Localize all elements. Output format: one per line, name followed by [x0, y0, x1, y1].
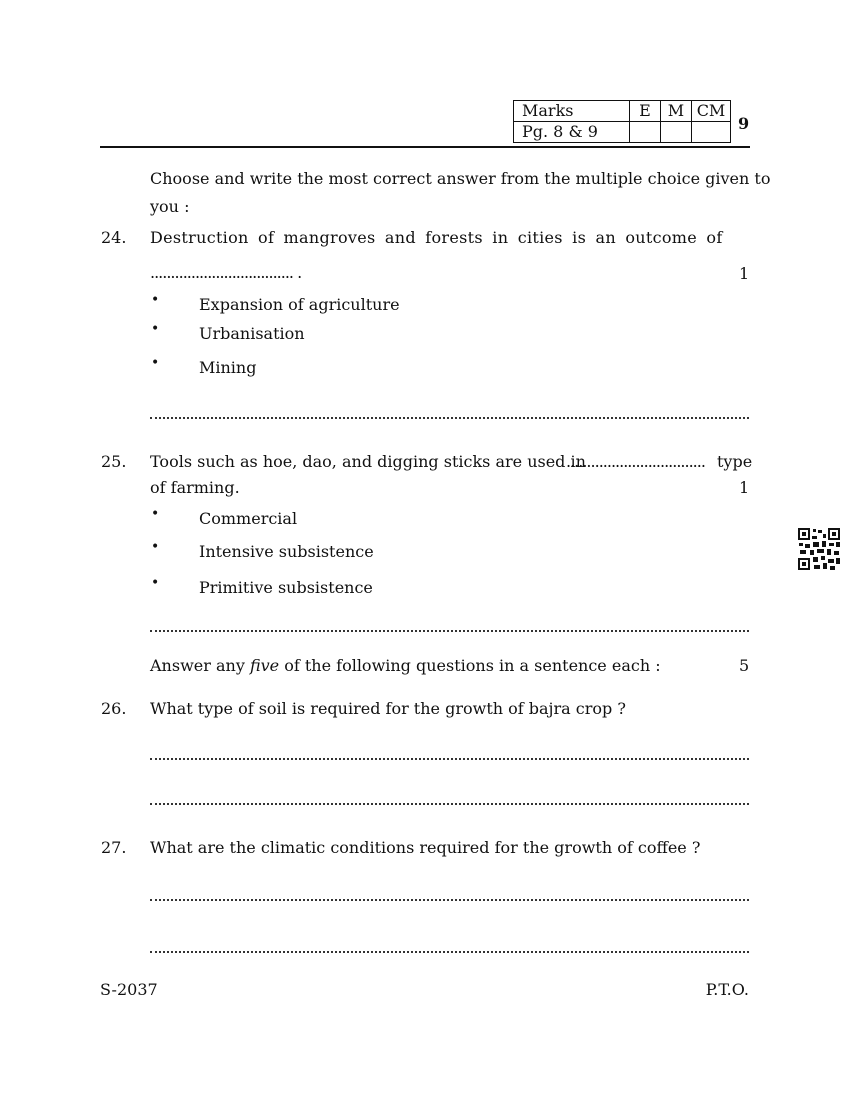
bullet-icon: •	[151, 575, 160, 591]
cell-m	[661, 122, 692, 143]
section2-instruction-pre: Answer any	[150, 656, 250, 675]
bullet-icon: •	[151, 506, 160, 522]
q24-option-3: Mining	[199, 358, 257, 377]
qr-code-icon	[798, 528, 840, 570]
pages-label: Pg. 8 & 9	[514, 122, 630, 143]
q25-text-after: type	[717, 452, 753, 471]
q27-answer-line-2	[150, 951, 749, 953]
q25-answer-line	[150, 630, 749, 632]
instruction-line-1: Choose and write the most correct answer from the multiple choice given to	[150, 169, 771, 188]
q25-number: 25.	[101, 452, 127, 471]
section2-instruction-em: five	[249, 656, 280, 675]
col-e: E	[630, 101, 661, 122]
col-m: M	[661, 101, 692, 122]
q27-number: 27.	[101, 838, 127, 857]
marks-table	[513, 100, 731, 143]
page-number: 9	[738, 114, 750, 133]
q25-option-3: Primitive subsistence	[199, 578, 373, 597]
q24-marks: 1	[739, 264, 750, 283]
q25-option-2: Intensive subsistence	[199, 542, 374, 561]
q25-option-1: Commercial	[199, 509, 298, 528]
section2-instruction	[150, 655, 661, 677]
q26-text: What type of soil is required for the growth of bajra crop ?	[150, 699, 626, 718]
q27-text: What are the climatic conditions required for the growth of coffee ?	[150, 838, 701, 857]
q25-blank: ..................................	[566, 452, 705, 471]
q25-line-2: of farming.	[150, 478, 240, 497]
footer-pto: P.T.O.	[705, 980, 749, 999]
col-cm: CM	[692, 101, 731, 122]
q25-text: Tools such as hoe, dao, and digging sticks are used in	[150, 452, 586, 471]
q24-number: 24.	[101, 228, 127, 247]
bullet-icon: •	[151, 355, 160, 371]
q27-answer-line-1	[150, 899, 749, 901]
section2-marks: 5	[739, 656, 750, 675]
marks-label: Marks	[514, 101, 630, 122]
q26-answer-line-2	[150, 803, 749, 805]
bullet-icon: •	[151, 292, 160, 308]
bullet-icon: •	[151, 321, 160, 337]
q26-answer-line-1	[150, 758, 749, 760]
q24-option-2: Urbanisation	[199, 324, 305, 343]
q24-answer-line	[150, 417, 749, 419]
q24-option-1: Expansion of agriculture	[199, 295, 400, 314]
q24-text: Destruction of mangroves and forests in cities is an outcome of	[150, 228, 723, 247]
cell-cm	[692, 122, 731, 143]
header-rule	[100, 146, 750, 148]
section2-instruction-post: of the following questions in a sentence each :	[279, 656, 661, 675]
footer-code: S-2037	[100, 980, 158, 999]
q24-blank: ................................... .	[150, 263, 302, 282]
cell-e	[630, 122, 661, 143]
bullet-icon: •	[151, 539, 160, 555]
q26-number: 26.	[101, 699, 127, 718]
q25-marks: 1	[739, 478, 750, 497]
instruction-line-2: you :	[150, 197, 190, 216]
